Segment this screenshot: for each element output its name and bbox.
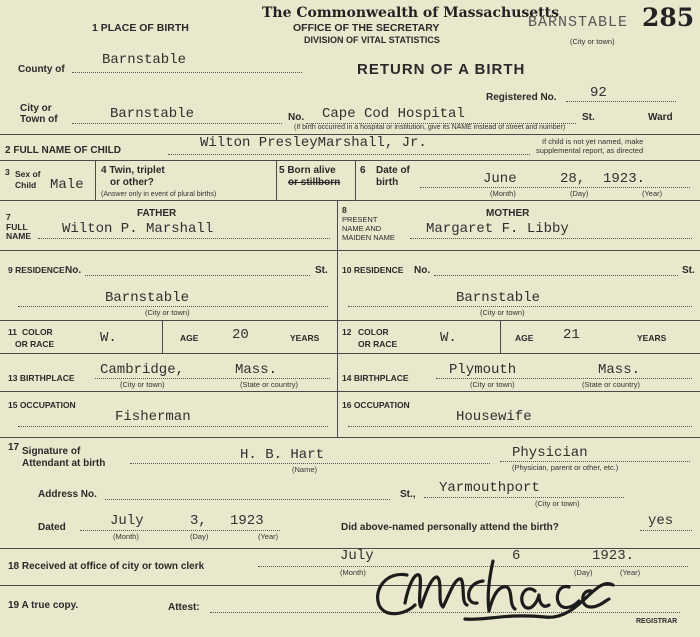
received-label: 18 Received at office of city or town clerk <box>8 561 205 572</box>
received-month-caption: (Month) <box>340 568 366 577</box>
mother-residence-st: St. <box>682 265 695 276</box>
institution-no-label: No. <box>288 112 305 123</box>
father-city-line <box>18 306 328 307</box>
date-num: 6 <box>360 165 366 176</box>
divider <box>0 353 700 354</box>
office-heading: OFFICE OF THE SECRETARY <box>293 22 440 34</box>
dated-year: 1923 <box>230 513 264 529</box>
mother-residence-city: Barnstable <box>456 290 541 306</box>
mother-num: 8 <box>342 205 347 215</box>
received-year: 1923. <box>592 548 635 564</box>
divider <box>0 320 700 321</box>
father-residence-city: Barnstable <box>105 290 190 306</box>
dated-month: July <box>110 513 144 529</box>
child-name-value: Wilton PresleyMarshall, Jr. <box>200 135 427 151</box>
mother-occupation-value: Housewife <box>456 409 532 425</box>
father-name-line <box>38 238 330 239</box>
attendant-title-line <box>500 461 690 462</box>
city-town-value: Barnstable <box>110 106 195 122</box>
father-num: 7 <box>6 212 11 222</box>
county-label: County of <box>18 64 65 75</box>
mother-city-caption: (City or town) <box>480 308 525 317</box>
divider <box>0 391 700 392</box>
birth-year-caption: (Year) <box>642 189 663 198</box>
child-name-line <box>168 154 530 155</box>
mother-color-label-1: COLOR <box>358 327 389 337</box>
received-day-caption: (Day) <box>574 568 593 577</box>
mother-name: Margaret F. Libby <box>426 221 569 237</box>
father-birthplace-state: Mass. <box>235 362 278 378</box>
registrar-label: REGISTRAR <box>636 618 678 625</box>
mother-residence-no: No. <box>414 265 431 276</box>
place-of-birth-heading: 1 PLACE OF BIRTH <box>92 22 189 34</box>
sex-value: Male <box>50 177 84 193</box>
stamp-city: BARNSTABLE <box>528 14 629 31</box>
born-label-1: 5 Born alive <box>279 165 336 176</box>
father-occupation-value: Fisherman <box>115 409 191 425</box>
attendant-title: Physician <box>512 445 588 461</box>
mother-birthplace-city: Plymouth <box>449 362 517 378</box>
mother-age-value: 21 <box>563 327 580 343</box>
address-st-label: St., <box>400 489 416 500</box>
father-color-num: 11 <box>8 327 17 337</box>
father-residence-label: 9 RESIDENCE <box>8 265 65 275</box>
father-residence-st: St. <box>315 265 328 276</box>
father-residence-line <box>85 275 310 276</box>
registered-line <box>566 101 676 102</box>
mother-color-value: W. <box>440 330 457 346</box>
address-city-caption: (City or town) <box>535 499 580 508</box>
father-color-label-1: COLOR <box>22 327 53 337</box>
father-birthplace-city: Cambridge, <box>100 362 185 378</box>
birth-month-caption: (Month) <box>490 189 516 198</box>
mother-color-num: 12 <box>342 327 352 337</box>
father-header: FATHER <box>137 208 177 219</box>
mother-color-label-2: OR RACE <box>358 339 398 349</box>
attendant-label-1: Signature of <box>22 446 81 457</box>
commonwealth-title: The Commonwealth of Massachusetts <box>262 5 559 21</box>
divider <box>95 160 96 200</box>
father-birthplace-line <box>95 378 330 379</box>
attendant-num: 17 <box>8 442 20 453</box>
true-copy-label: 19 A true copy. <box>8 600 79 611</box>
return-of-birth-title: RETURN OF A BIRTH <box>357 61 526 78</box>
mother-residence-label: 10 RESIDENCE <box>342 265 404 275</box>
father-birthplace-label: 13 BIRTHPLACE <box>8 373 75 383</box>
mother-birthplace-line <box>436 378 692 379</box>
father-name: Wilton P. Marshall <box>62 221 214 237</box>
registrar-signature <box>365 555 625 625</box>
county-line <box>72 72 302 73</box>
city-town-line <box>72 123 282 124</box>
registered-value: 92 <box>590 85 607 101</box>
address-city-line <box>424 497 624 498</box>
mother-header: MOTHER <box>486 208 530 219</box>
mother-bp-city-caption: (City or town) <box>470 380 515 389</box>
divider <box>0 437 700 438</box>
registered-label: Registered No. <box>486 92 557 103</box>
mother-present-label-1: PRESENT <box>342 215 378 224</box>
divider <box>0 200 700 201</box>
stamp-city-caption: (City or town) <box>570 37 615 46</box>
attendant-name-caption: (Name) <box>292 465 318 474</box>
date-label-1: Date of <box>376 165 410 176</box>
sex-label-2: Child <box>15 180 37 190</box>
sex-label-1: Sex of <box>15 169 41 179</box>
father-color-value: W. <box>100 330 117 346</box>
received-month: July <box>340 548 374 564</box>
birth-date-line <box>420 187 690 188</box>
divider <box>355 160 356 200</box>
dated-line <box>80 530 280 531</box>
dated-label: Dated <box>38 522 66 533</box>
county-value: Barnstable <box>102 52 187 68</box>
birth-day-caption: (Day) <box>570 189 589 198</box>
divider <box>500 320 501 353</box>
father-name-label: NAME <box>6 231 32 241</box>
father-full-label: FULL <box>6 222 28 232</box>
mother-age-label: AGE <box>515 333 534 343</box>
mother-city-line <box>348 306 692 307</box>
child-name-label: 2 FULL NAME OF CHILD <box>5 145 121 156</box>
record-number: 285 <box>642 3 695 32</box>
divider <box>0 250 700 251</box>
father-bp-city-caption: (City or town) <box>120 380 165 389</box>
father-bp-state-caption: (State or country) <box>240 380 298 389</box>
twin-label-1: 4 Twin, triplet <box>101 165 165 176</box>
dated-day-caption: (Day) <box>190 532 209 541</box>
institution-note: (If birth occurred in a hospital or institution, give its NAME instead of street and number) <box>294 124 566 131</box>
attendant-name-line <box>130 463 490 464</box>
date-label-2: birth <box>376 177 399 188</box>
dated-day: 3, <box>190 513 207 529</box>
institution-st-label: St. <box>582 112 595 123</box>
father-occupation-line <box>18 426 328 427</box>
father-occupation-label: 15 OCCUPATION <box>8 400 76 410</box>
city-or-label: City or <box>20 103 52 114</box>
birth-month: June <box>483 171 517 187</box>
attend-answer: yes <box>648 513 674 529</box>
divider <box>337 200 338 437</box>
ward-label: Ward <box>648 112 673 123</box>
attendant-label-2: Attendant at birth <box>22 458 106 469</box>
child-note-2: supplemental report, as directed <box>536 146 644 155</box>
attend-answer-line <box>640 530 692 531</box>
dated-month-caption: (Month) <box>113 532 139 541</box>
father-city-caption: (City or town) <box>145 308 190 317</box>
town-of-label: Town of <box>20 114 58 125</box>
attendant-name: H. B. Hart <box>240 447 325 463</box>
mother-birthplace-label: 14 BIRTHPLACE <box>342 373 409 383</box>
address-city: Yarmouthport <box>439 480 540 496</box>
attest-label: Attest: <box>168 602 200 613</box>
divider <box>162 320 163 353</box>
mother-present-label-2: NAME AND <box>342 224 382 233</box>
sex-num: 3 <box>5 167 10 177</box>
mother-occupation-label: 16 OCCUPATION <box>342 400 410 410</box>
born-label-2: or stillborn <box>288 177 341 188</box>
mother-present-label-3: MAIDEN NAME <box>342 233 395 242</box>
received-day: 6 <box>512 548 521 564</box>
address-line <box>105 499 390 500</box>
twin-label-2: or other? <box>110 177 154 188</box>
birth-day: 28, <box>560 171 586 187</box>
address-label: Address No. <box>38 489 97 500</box>
division-heading: DIVISION OF VITAL STATISTICS <box>304 35 440 45</box>
father-age-label: AGE <box>180 333 199 343</box>
father-years-label: YEARS <box>290 333 320 343</box>
birth-year: 1923. <box>603 171 646 187</box>
mother-occupation-line <box>348 426 692 427</box>
divider <box>276 160 277 200</box>
father-residence-no: No. <box>65 265 82 276</box>
mother-bp-state-caption: (State or country) <box>582 380 640 389</box>
attend-question: Did above-named personally attend the birth? <box>341 522 559 533</box>
attendant-title-caption: (Physician, parent or other, etc.) <box>512 463 619 472</box>
mother-years-label: YEARS <box>637 333 667 343</box>
father-age-value: 20 <box>232 327 249 343</box>
dated-year-caption: (Year) <box>258 532 279 541</box>
father-color-label-2: OR RACE <box>15 339 55 349</box>
twin-note: (Answer only in event of plural births) <box>101 191 217 198</box>
mother-name-line <box>410 238 692 239</box>
divider <box>0 160 700 161</box>
institution-value: Cape Cod Hospital <box>322 106 465 122</box>
child-note-1: If child is not yet named, make <box>542 137 644 146</box>
mother-residence-line <box>434 275 678 276</box>
mother-birthplace-state: Mass. <box>598 362 641 378</box>
received-year-caption: (Year) <box>620 568 641 577</box>
